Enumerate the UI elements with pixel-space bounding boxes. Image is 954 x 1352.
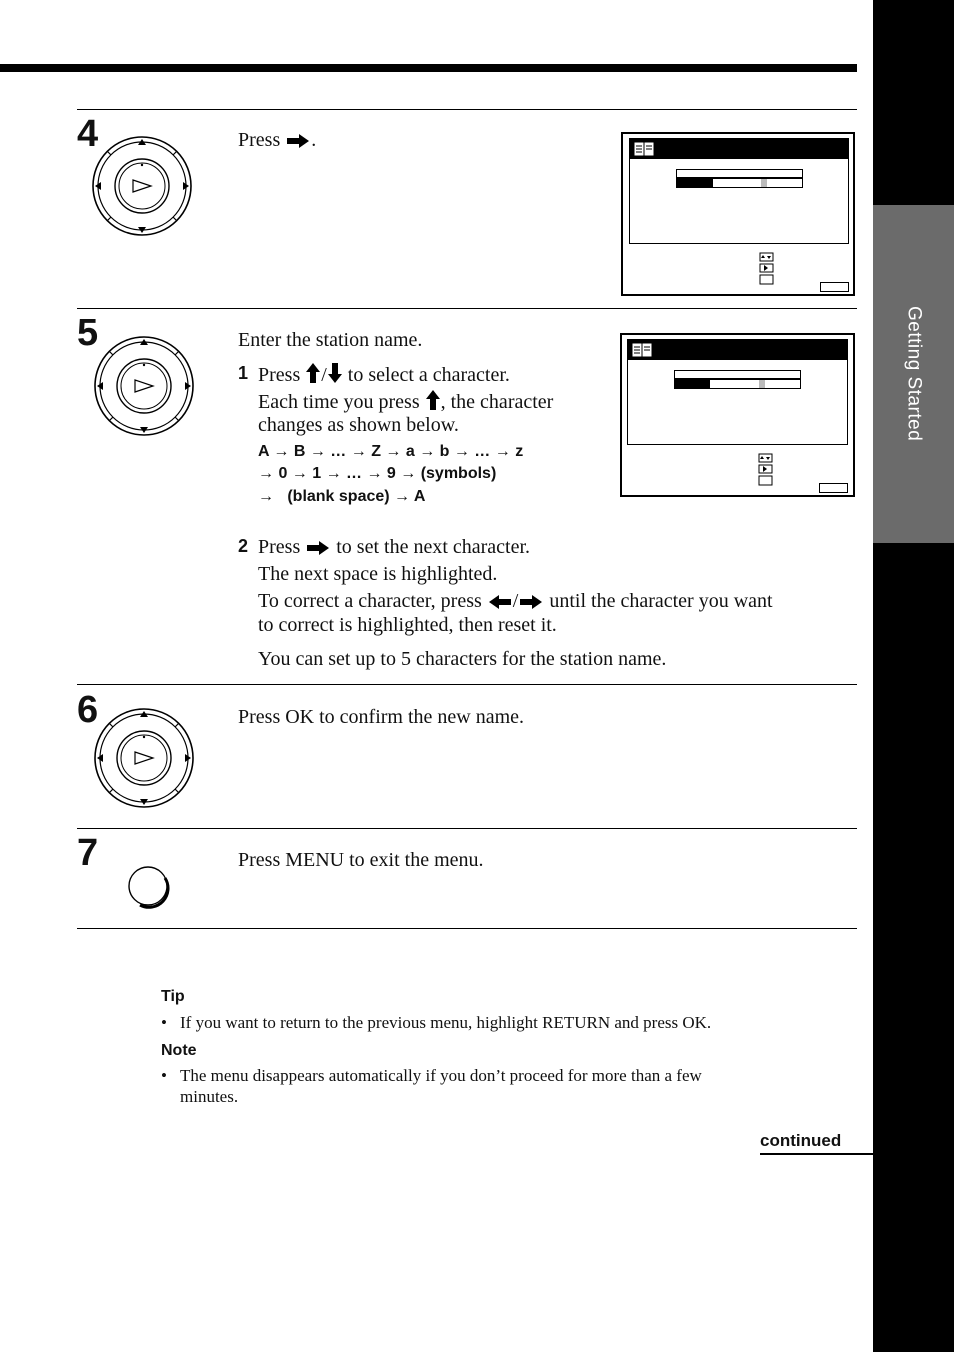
text: / xyxy=(321,364,327,386)
step-7-text: Press MENU to exit the menu. xyxy=(238,849,484,871)
osd-highlight xyxy=(677,179,713,187)
section-tab-label: Getting Started xyxy=(903,306,925,442)
multi-direction-control-icon xyxy=(93,335,195,437)
sequence-line: → (blank space) → A xyxy=(258,488,426,505)
text: to set the next character. xyxy=(336,536,531,558)
side-black-strip xyxy=(873,0,954,1352)
divider xyxy=(77,828,857,829)
section-tab-label-wrap xyxy=(873,205,954,543)
multi-direction-control-icon xyxy=(91,135,193,237)
osd-menu-box xyxy=(627,339,848,445)
text: Press xyxy=(258,364,301,386)
osd-screen xyxy=(620,333,855,497)
step-number: 4 xyxy=(77,113,99,155)
arrow-right-icon xyxy=(305,540,331,556)
tip-text: If you want to return to the previous menu, highlight RETURN and press OK. xyxy=(180,1013,712,1032)
substep-number: 1 xyxy=(238,363,249,383)
text: , the character xyxy=(440,391,554,413)
text: Each time you press xyxy=(258,391,420,413)
sequence-line: → 0 → 1 → … → 9 → (symbols) xyxy=(258,465,497,482)
substep-2-line5: You can set up to 5 characters for the station name. xyxy=(258,648,667,670)
osd-nav-icons xyxy=(759,252,775,286)
step-4-text xyxy=(238,128,316,152)
osd-field xyxy=(676,169,803,178)
osd-cursor xyxy=(759,380,765,388)
text: / xyxy=(512,590,519,612)
arrow-up-icon xyxy=(305,362,321,384)
osd-title-bar xyxy=(630,139,848,159)
tip-heading: Tip xyxy=(161,988,185,1005)
note-heading: Note xyxy=(161,1042,197,1059)
sequence-line: A → B → … → Z → a → b → … → z xyxy=(258,443,524,460)
osd-return-box xyxy=(820,282,849,292)
osd-field xyxy=(674,370,801,379)
osd-highlight xyxy=(675,380,710,388)
note-text: minutes. xyxy=(180,1087,239,1106)
substep-1-line2 xyxy=(258,389,553,414)
arrow-left-icon xyxy=(487,594,513,610)
tip-bullet: • xyxy=(161,1013,167,1032)
header-bar xyxy=(0,64,857,72)
arrow-right-icon xyxy=(518,594,544,610)
text: To correct a character, press xyxy=(258,590,482,612)
substep-2-line2: The next space is highlighted. xyxy=(258,563,498,585)
note-text: The menu disappears automatically if you don’t proceed for more than a few xyxy=(180,1066,702,1085)
menu-button-icon xyxy=(126,864,174,910)
substep-number: 2 xyxy=(238,536,249,556)
note-bullet: • xyxy=(161,1066,167,1085)
substep-1-line3: changes as shown below. xyxy=(258,414,459,436)
step-6-text: Press OK to confirm the new name. xyxy=(238,706,525,728)
text: Press xyxy=(258,536,301,558)
step-text: Press xyxy=(238,129,281,151)
arrow-down-icon xyxy=(327,362,343,384)
menu-page-icon xyxy=(633,141,655,157)
divider xyxy=(77,308,857,309)
text: until the character you want xyxy=(549,590,773,612)
step-number: 6 xyxy=(77,689,99,731)
divider xyxy=(77,109,857,110)
osd-menu-box xyxy=(629,138,849,244)
substep-1-line1 xyxy=(258,362,510,387)
osd-cursor xyxy=(761,179,767,187)
substep-2-line4: to correct is highlighted, then reset it. xyxy=(258,614,557,636)
osd-title-bar xyxy=(628,340,847,360)
divider xyxy=(77,684,857,685)
step-number: 7 xyxy=(77,832,99,874)
osd-screen xyxy=(621,132,855,296)
substep-2-line1 xyxy=(258,535,530,559)
menu-page-icon xyxy=(631,342,653,358)
osd-name-field xyxy=(676,178,803,188)
step-text-end: . xyxy=(311,129,317,151)
multi-direction-control-icon xyxy=(93,707,195,809)
step-5-intro: Enter the station name. xyxy=(238,329,423,351)
arrow-up-icon xyxy=(425,389,441,411)
continued-label: continued xyxy=(760,1131,873,1155)
arrow-right-icon xyxy=(285,133,311,149)
text: to select a character. xyxy=(347,364,510,386)
substep-2-line3 xyxy=(258,589,773,613)
osd-return-box xyxy=(819,483,848,493)
divider xyxy=(77,928,857,929)
osd-nav-icons xyxy=(758,453,774,487)
step-number: 5 xyxy=(77,312,99,354)
osd-name-field xyxy=(674,379,801,389)
